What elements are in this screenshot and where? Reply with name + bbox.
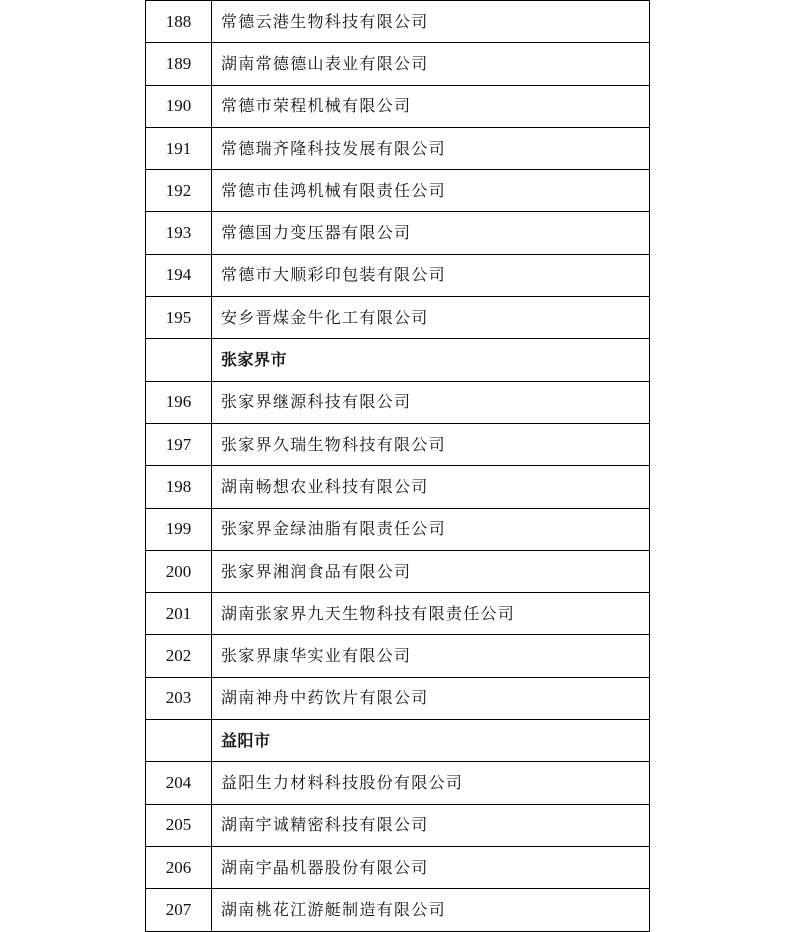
row-number: 199 [146,508,212,550]
table-row [146,297,650,339]
company-name: 张家界湘润食品有限公司 [212,550,650,592]
company-name: 常德国力变压器有限公司 [212,212,650,254]
table-row [146,677,650,719]
table-row [146,550,650,592]
company-name: 湖南宇诚精密科技有限公司 [212,804,650,846]
row-number [146,720,212,762]
row-number: 194 [146,254,212,296]
row-number: 188 [146,1,212,43]
table-row [146,762,650,804]
table-row [146,254,650,296]
table-row [146,846,650,888]
company-name: 湖南神舟中药饮片有限公司 [212,677,650,719]
row-number: 192 [146,170,212,212]
row-number: 205 [146,804,212,846]
row-number: 203 [146,677,212,719]
table-row [146,804,650,846]
table-row [146,889,650,931]
company-name: 常德市大顺彩印包装有限公司 [212,254,650,296]
company-list-table [145,0,650,932]
row-number: 201 [146,593,212,635]
section-header-row [146,339,650,381]
company-name: 益阳生力材料科技股份有限公司 [212,762,650,804]
table-row [146,212,650,254]
table-row [146,466,650,508]
row-number [146,339,212,381]
table-row [146,127,650,169]
row-number: 197 [146,423,212,465]
table-row [146,1,650,43]
company-name: 常德云港生物科技有限公司 [212,1,650,43]
company-name: 张家界继源科技有限公司 [212,381,650,423]
company-name: 湖南畅想农业科技有限公司 [212,466,650,508]
row-number: 202 [146,635,212,677]
company-name: 张家界金绿油脂有限责任公司 [212,508,650,550]
city-section-label: 张家界市 [212,339,650,381]
row-number: 193 [146,212,212,254]
table-row [146,635,650,677]
table-row [146,381,650,423]
company-name: 安乡晋煤金牛化工有限公司 [212,297,650,339]
city-section-label: 益阳市 [212,720,650,762]
row-number: 198 [146,466,212,508]
company-name: 张家界久瑞生物科技有限公司 [212,423,650,465]
company-name: 常德市佳鸿机械有限责任公司 [212,170,650,212]
company-name: 湖南常德德山表业有限公司 [212,43,650,85]
company-name: 张家界康华实业有限公司 [212,635,650,677]
table-row [146,593,650,635]
table-row [146,423,650,465]
company-name: 湖南宇晶机器股份有限公司 [212,846,650,888]
row-number: 190 [146,85,212,127]
section-header-row [146,720,650,762]
row-number: 196 [146,381,212,423]
company-name: 湖南张家界九天生物科技有限责任公司 [212,593,650,635]
row-number: 195 [146,297,212,339]
table-row [146,170,650,212]
table-row [146,508,650,550]
company-list-body [146,1,650,932]
company-name: 常德市荣程机械有限公司 [212,85,650,127]
table-row [146,43,650,85]
table-row [146,85,650,127]
row-number: 206 [146,846,212,888]
company-name: 湖南桃花江游艇制造有限公司 [212,889,650,931]
row-number: 200 [146,550,212,592]
row-number: 191 [146,127,212,169]
row-number: 189 [146,43,212,85]
company-name: 常德瑞齐隆科技发展有限公司 [212,127,650,169]
row-number: 204 [146,762,212,804]
row-number: 207 [146,889,212,931]
